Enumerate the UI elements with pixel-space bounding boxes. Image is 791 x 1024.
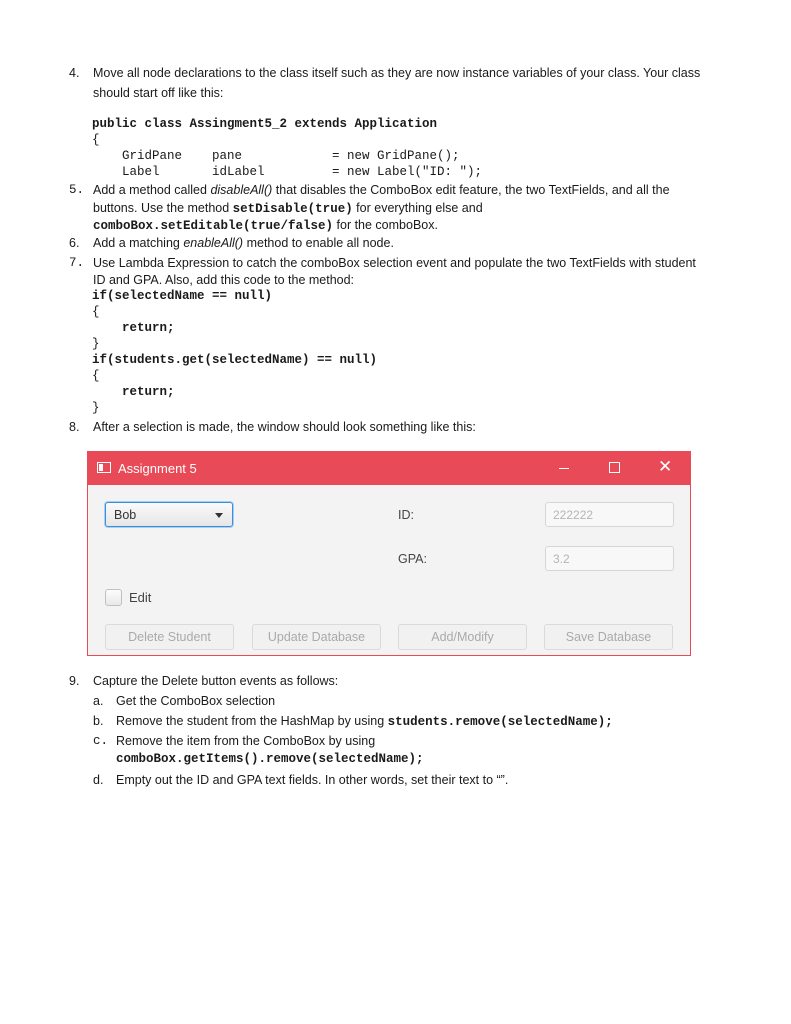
combobox-value: Bob [114,508,137,522]
item-7-number: 7. [69,256,85,270]
gpa-field[interactable] [545,546,674,571]
code-return: return; [92,321,175,335]
close-icon[interactable]: ✕ [658,457,673,476]
id-label: ID: [398,508,414,522]
code-class-declaration: public class Assingment5_2 extends Application [92,117,438,131]
gpa-field-value: 3.2 [553,552,570,566]
item-6-number: 6. [69,236,80,250]
code-brace: } [92,337,100,351]
code-brace: { [92,369,100,383]
item-8-text: After a selection is made, the window should look something like this: [93,420,476,434]
code-if-selected-null: if(selectedName == null) [92,289,273,303]
item-5-number: 5. [69,183,85,197]
window-titlebar [88,452,690,485]
code-brace: { [92,305,100,319]
item-5-line-1: Add a method called disableAll() that disables the ComboBox edit feature, the two TextFields, and all the [93,183,670,197]
item-4-line-1: Move all node declarations to the class itself such as they are now instance variables of your class. Your class [93,66,701,80]
add-modify-button[interactable]: Add/Modify [398,624,527,650]
item-6-text: Add a matching enableAll() method to enable all node. [93,236,394,250]
chevron-down-icon[interactable] [215,513,223,518]
item-4-number: 4. [69,66,80,80]
sub-a-text: Get the ComboBox selection [116,694,276,708]
item-5-line-2: buttons. Use the method setDisable(true) for everything else and [93,201,483,216]
sub-c-text: Remove the item from the ComboBox by using [116,734,376,748]
save-database-button[interactable]: Save Database [544,624,673,650]
gpa-label: GPA: [398,552,427,566]
sub-a-label: a. [93,694,104,708]
edit-checkbox-label[interactable]: Edit [129,590,152,605]
sub-d-text: Empty out the ID and GPA text fields. In other words, set their text to “”. [116,773,509,787]
item-7-line-1: Use Lambda Expression to catch the comboBox selection event and populate the two TextFields with student [93,256,696,270]
item-5-line-3: comboBox.setEditable(true/false) for the comboBox. [93,218,438,233]
sub-d-label: d. [93,773,104,787]
code-return: return; [92,385,175,399]
id-field[interactable] [545,502,674,527]
sub-b-label: b. [93,714,104,728]
window-title: Assignment 5 [118,461,197,476]
student-combobox[interactable] [105,502,233,527]
minimize-icon[interactable] [559,468,569,469]
item-8-number: 8. [69,420,80,434]
update-database-button[interactable]: Update Database [252,624,381,650]
item-4-line-2: should start off like this: [93,86,224,100]
code-if-student-null: if(students.get(selectedName) == null) [92,353,378,367]
code-brace: } [92,401,100,415]
code-gridpane-line: GridPane pane = new GridPane(); [92,149,460,163]
sub-c-label: c. [93,734,109,748]
code-open-brace: { [92,133,100,147]
code-label-line: Label idLabel = new Label("ID: "); [92,165,483,179]
item-9-number: 9. [69,674,80,688]
edit-checkbox[interactable] [105,589,122,606]
sub-b-text: Remove the student from the HashMap by using students.remove(selectedName); [116,714,613,729]
delete-student-button[interactable]: Delete Student [105,624,234,650]
item-7-line-2: ID and GPA. Also, add this code to the method: [93,273,355,287]
id-field-value: 222222 [553,508,594,522]
app-window [87,451,691,656]
item-9-text: Capture the Delete button events as follows: [93,674,339,688]
sub-c-code: comboBox.getItems().remove(selectedName); [116,752,424,766]
app-window-icon [97,462,111,473]
maximize-icon[interactable] [609,462,620,473]
